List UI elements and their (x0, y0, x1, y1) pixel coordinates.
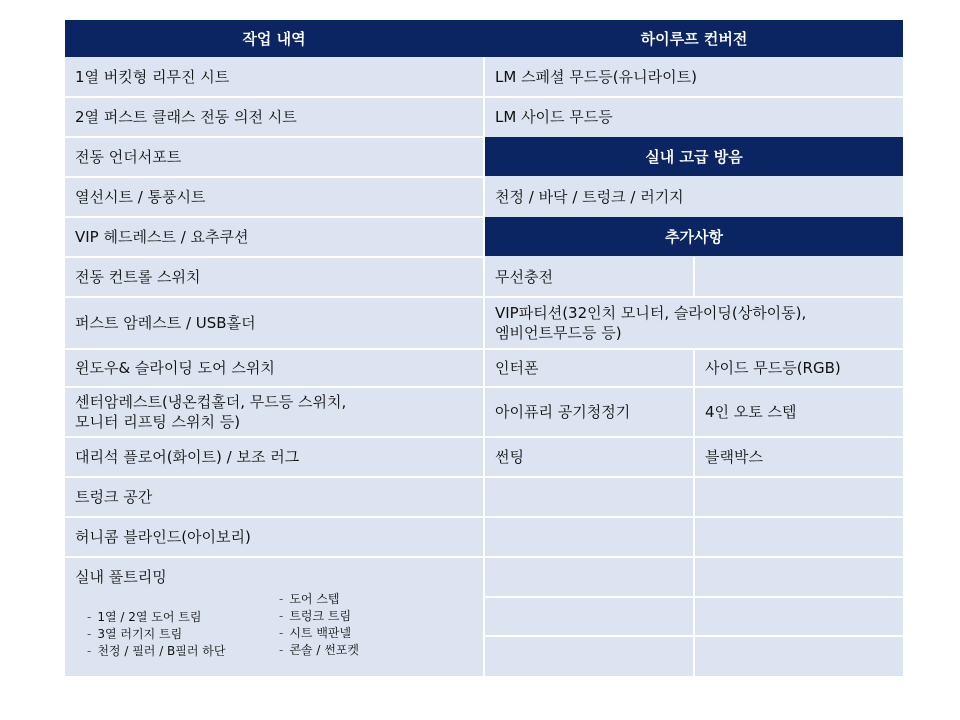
additional-vip-partition: VIP파티션(32인치 모니터, 슬라이딩(상하이동), 엠비언트무드등 등) (495, 304, 807, 342)
column-divider (693, 257, 695, 297)
row-divider (65, 216, 483, 218)
row-divider (65, 436, 483, 438)
left-item-4: 열선시트 / 통풍시트 (75, 188, 206, 206)
additional-auto-step: 4인 오토 스텝 (705, 403, 797, 421)
row-divider (485, 96, 903, 98)
left-item-1: 1열 버킷형 리무진 시트 (75, 68, 230, 86)
trimming-sub-item: - 3열 러기지 트림 (87, 627, 183, 641)
row-divider (65, 516, 483, 518)
column-divider (693, 349, 695, 676)
row-divider (65, 476, 483, 478)
row-divider (65, 556, 483, 558)
left-item-9: 센터암레스트(냉온컵홀더, 무드등 스위치, 모니터 리프팅 스위치 등) (75, 393, 347, 431)
trimming-sub-item: - 천정 / 필러 / B필러 하단 (87, 644, 226, 658)
soundproof-item-1: 천정 / 바닥 / 트렁크 / 러기지 (495, 188, 684, 206)
left-item-3: 전동 언더서포트 (75, 148, 182, 166)
trimming-sub-item: - 도어 스텝 (279, 592, 340, 606)
left-item-5: VIP 헤드레스트 / 요추쿠션 (75, 228, 249, 246)
converter-item-2: LM 사이드 무드등 (495, 108, 613, 126)
additional-side-mood-rgb: 사이드 무드등(RGB) (705, 359, 841, 377)
column-divider (483, 57, 485, 676)
additional-air-purifier: 아이퓨리 공기청정기 (495, 403, 631, 421)
row-divider (65, 348, 483, 350)
row-divider (65, 96, 483, 98)
header-hiroof-converter: 하이루프 컨버전 (485, 20, 903, 57)
left-item-7: 퍼스트 암레스트 / USB홀더 (75, 314, 256, 332)
left-item-6: 전동 컨트롤 스위치 (75, 268, 201, 286)
left-item-12: 허니콤 블라인드(아이보리) (75, 528, 251, 546)
row-divider (65, 256, 483, 258)
header-column-divider (483, 20, 485, 57)
row-divider (65, 386, 483, 388)
conversion-table (65, 20, 903, 676)
row-divider (65, 176, 483, 178)
converter-item-1: LM 스페셜 무드등(유니라이트) (495, 68, 697, 86)
header-work-history: 작업 내역 (65, 20, 483, 57)
trimming-sub-item: - 1열 / 2열 도어 트림 (87, 610, 202, 624)
additional-wireless-charging: 무선충전 (495, 268, 553, 286)
left-item-2: 2열 퍼스트 클래스 전동 의전 시트 (75, 108, 297, 126)
header-additional: 추가사항 (485, 217, 903, 256)
trimming-sub-list-2 (279, 591, 359, 659)
additional-blackbox: 블랙박스 (705, 448, 763, 466)
additional-intercom: 인터폰 (495, 359, 539, 377)
trimming-sub-item: - 콘솔 / 썬포켓 (279, 643, 359, 657)
row-divider (65, 296, 483, 298)
left-item-10: 대리석 플로어(화이트) / 보조 러그 (75, 448, 300, 466)
row-divider (65, 136, 483, 138)
additional-tinting: 썬팅 (495, 448, 524, 466)
trimming-sub-item: - 시트 백판넬 (279, 626, 352, 640)
left-item-13: 실내 풀트리밍 (75, 568, 167, 586)
trimming-sub-list-1 (87, 609, 225, 660)
header-soundproofing: 실내 고급 방음 (485, 137, 903, 176)
left-item-8: 윈도우& 슬라이딩 도어 스위치 (75, 359, 275, 377)
left-item-11: 트렁크 공간 (75, 488, 153, 506)
trimming-sub-item: - 트렁크 트림 (279, 609, 352, 623)
